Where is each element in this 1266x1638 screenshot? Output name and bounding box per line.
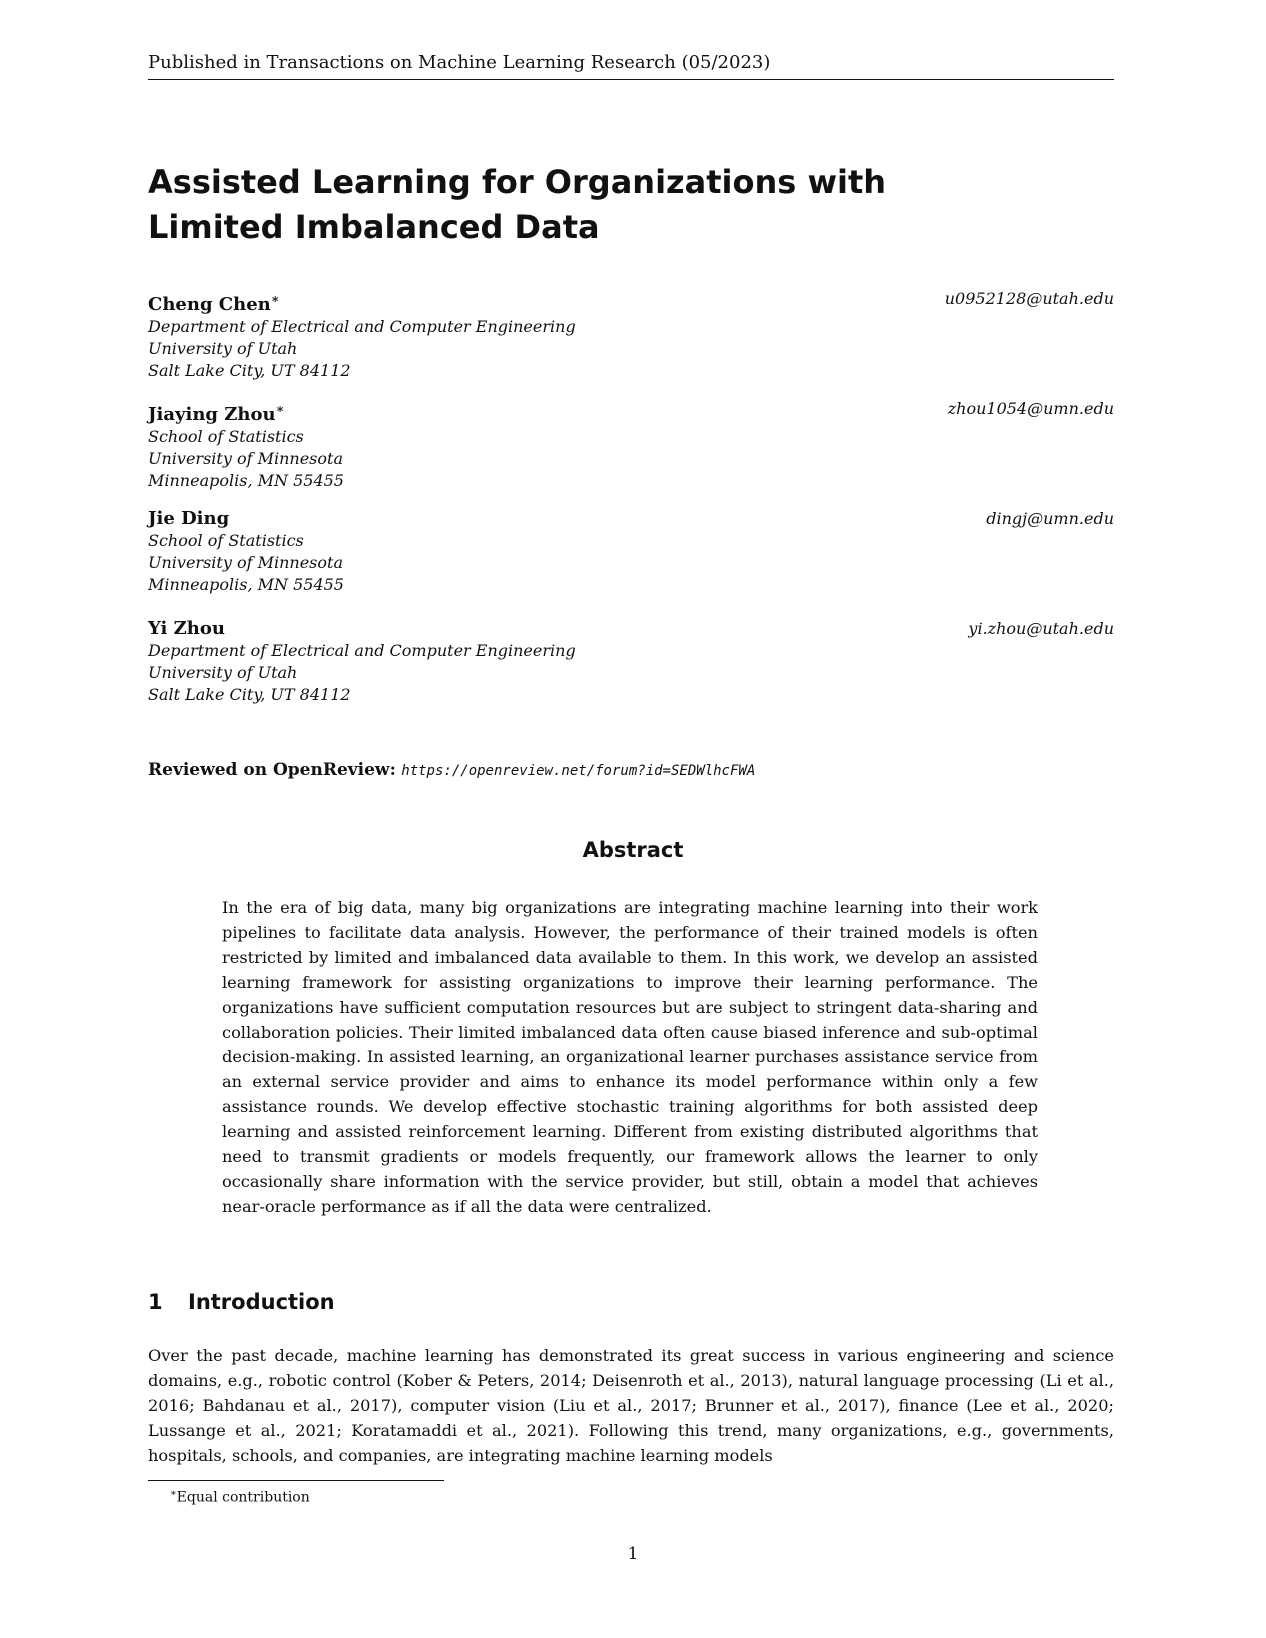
section-heading [148,1290,1114,1314]
author-email[interactable]: yi.zhou@utah.edu [968,619,1114,638]
author-email[interactable]: dingj@umn.edu [986,509,1114,528]
openreview-link[interactable]: https://openreview.net/forum?id=SEDWlhcFWA [401,763,756,779]
review-label: Reviewed on OpenReview: [148,760,396,780]
author-block [148,288,1114,382]
section-title: Introduction [188,1290,335,1314]
review-line [148,760,755,780]
author-name: Yi Zhou [148,618,225,639]
author-name: Jiaying Zhou∗ [148,401,285,425]
author-block [148,398,1114,492]
author-affiliation: Department of Electrical and Computer Engineering University of Utah Salt Lake City, UT 84112 [148,317,576,380]
paper-title [148,160,1048,250]
title-line-2: Limited Imbalanced Data [148,208,600,246]
author-block [148,508,1114,596]
page-number: 1 [627,1544,639,1564]
running-header: Published in Transactions on Machine Learning Research (05/2023) [148,52,1114,80]
author-email[interactable]: u0952128@utah.edu [944,289,1114,308]
author-email[interactable]: zhou1054@umn.edu [947,399,1114,418]
author-name: Cheng Chen∗ [148,291,280,315]
footnote-mark: ∗ [170,1488,177,1499]
section-number: 1 [148,1290,163,1314]
author-affiliation: School of Statistics University of Minnesota Minneapolis, MN 55455 [148,427,344,490]
author-block [148,618,1114,706]
equal-contribution-mark: ∗ [270,291,280,306]
footnote-divider [148,1480,444,1481]
author-name: Jie Ding [148,508,230,529]
equal-contribution-mark: ∗ [275,401,285,416]
abstract-heading: Abstract [582,838,684,862]
author-affiliation: School of Statistics University of Minnesota Minneapolis, MN 55455 [148,531,344,594]
footnote [170,1488,310,1506]
introduction-text: Over the past decade, machine learning has demonstrated its great success in various engineering and science domains, e.g., robotic control (Kober & Peters, 2014; Deisenroth et al., 2013), natural language processing (Li et al., 2016; Bahdanau et al., 2017), computer vision (Liu et al., 2017; Brunner et al., 2017), finance (Lee et al., 2020; Lussange et al., 2021; Koratamaddi et al., 2021). Following this trend, many organizations, e.g., governments, hospitals, schools, and companies, are integrating machine learning models [148,1346,1114,1465]
abstract-text: In the era of big data, many big organizations are integrating machine learning into their work pipelines to facilitate data analysis. However, the performance of their trained models is often restricted by limited and imbalanced data available to them. In this work, we develop an assisted learning framework for assisting organizations to improve their learning performance. The organizations have sufficient computation resources but are subject to stringent data-sharing and collaboration policies. Their limited imbalanced data often cause biased inference and sub-optimal decision-making. In assisted learning, an organizational learner purchases assistance service from an external service provider and aims to enhance its model performance within only a few assistance rounds. We develop effective stochastic training algorithms for both assisted deep learning and assisted reinforcement learning. Different from existing distributed algorithms that need to transmit gradients or models frequently, our framework allows the learner to only occasionally share information with the service provider, but still, obtain a model that achieves near-oracle performance as if all the data were centralized. [222,898,1038,1216]
author-affiliation: Department of Electrical and Computer Engineering University of Utah Salt Lake City, UT 84112 [148,641,576,704]
footnote-text: Equal contribution [176,1489,310,1506]
title-line-1: Assisted Learning for Organizations with [148,163,887,201]
